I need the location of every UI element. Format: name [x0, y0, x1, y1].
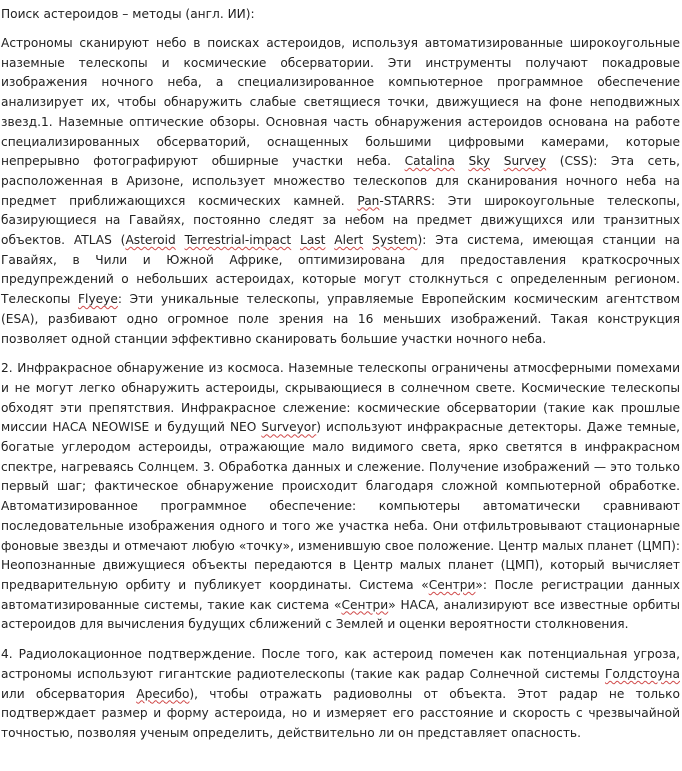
spellcheck-flagged-word: Survey [503, 154, 547, 169]
paragraph-text-run [176, 233, 185, 247]
paragraph-text-run: 2. Инфракрасное обнаружение из космоса. Наземные телескопы ограничены атмосферными помехами и не могут легко обнаружить астероиды, скрывающиеся в солнечном свете. Космические телескопы обходят эти препятствия. Инфракрасное слежение: космические обсерватории (такие как прошлые миссии НАСА NEOWISE и будущий NEO [1, 361, 680, 435]
paragraph-text-run [455, 154, 469, 168]
paragraph-text-run [363, 233, 372, 247]
spellcheck-flagged-word: Terrestrial-impact [184, 233, 292, 248]
paragraph-text-run: ): Эта система, имеющая станции на Гавайях, в Чили и Южной Африке, оптимизирована для предоставления краткосрочных предупреждений о небольших астероидах, которые могут столкнуться с определенным регионом. Телескопы [1, 233, 681, 307]
paragraph-text-run: ) используют инфракрасные детекторы. Даже темные, богатые углеродом астероиды, отражающие мало видимого света, ярко светятся в инфракрасном спектре, нагреваясь Солнцем. 3. Обработка данных и слежение. Получение изображений — это только первый шаг; фактическое обнаружение происходит благодаря сложной компьютерной обработке. Автоматизированное программное обеспечение: компьютеры автоматически сравнивают последовательные изображения одного и того же участка неба. Они отфильтровывают стационарные фоновые звезды и отмечают любую «точку», изменившую свое положение. Центр малых планет (ЦМП): Неопознанные движущиеся объекты передаются в Центр малых планет (ЦМП), который вычисляет предварительную орбиту и публикует координаты. Система « [1, 420, 680, 592]
paragraph-text-run: 4. Радиолокационное подтверждение. После того, как астероид помечен как потенциальная угроза, астрономы используют гигантские радиотелескопы (такие как радар Солнечной системы [1, 647, 680, 681]
body-paragraph [1, 359, 680, 635]
spellcheck-flagged-word: Catalina [404, 154, 455, 169]
spellcheck-flagged-word: Flyeye [78, 292, 118, 307]
document-body [1, 34, 680, 744]
document-heading: Поиск астероидов – методы (англ. ИИ): [1, 7, 255, 21]
spellcheck-flagged-word: Alert [334, 233, 364, 248]
spellcheck-flagged-word: Asteroid [125, 233, 176, 248]
spellcheck-flagged-word: Pan [357, 193, 380, 208]
paragraph-text-run: ), чтобы отражать радиоволны от объекта. Этот радар не только подтверждает размер и форму астероида, но и измеряет его расстояние и скорость с чрезвычайной точностью, позволяя ученым определить, действительно ли он представляет опасность. [1, 686, 680, 740]
paragraph-text-run: » НАСА, анализируют все известные орбиты астероидов для вычисления будущих сближений с Землей и оценки вероятности столкновения. [1, 597, 680, 632]
spellcheck-flagged-word: Сентри [428, 577, 476, 592]
spellcheck-flagged-word: System [372, 233, 418, 248]
paragraph-text-run [490, 154, 504, 168]
spellcheck-flagged-word: Surveyor [261, 420, 317, 435]
body-paragraph [1, 34, 680, 349]
paragraph-text-run: Астрономы сканируют небо в поисках астероидов, используя автоматизированные широкоугольные наземные телескопы и космические обсерватории. Эти инструменты получают покадровые изображения ночного неба, а специализированное компьютерное программное обеспечение анализирует их, чтобы обнаружить слабые светящиеся точки, движущиеся на фоне неподвижных звезд.1. Наземные оптические обзоры. Основная часть обнаружения астероидов основана на работе специализированных обсерваторий, оснащенных большими цифровыми камерами, которые непрерывно фотографируют обширные участки неба. [1, 36, 680, 169]
paragraph-text-run [291, 233, 300, 247]
paragraph-text-run: -STARRS: Эти широкоугольные телескопы, базирующиеся на Гавайях, постоянно следят за небом на предмет движущихся или транзитных объектов. ATLAS ( [1, 193, 680, 248]
spellcheck-flagged-word: Last [300, 233, 326, 248]
spellcheck-flagged-word: Голдстоуна [604, 666, 680, 681]
paragraph-text-run: »: После регистрации данных автоматизированные системы, такие как система « [1, 577, 680, 612]
body-paragraph [1, 645, 680, 744]
spellcheck-flagged-word: Sky [468, 154, 491, 169]
spellcheck-flagged-word: Аресибо [136, 686, 190, 701]
spellcheck-flagged-word: Сентри [341, 597, 389, 612]
paragraph-text-run: или обсерватория [1, 686, 137, 701]
paragraph-text-run: : Эти уникальные телескопы, управляемые Европейским космическим агентством (ESA), разбивают одно огромное поле зрения на 16 меньших изображений. Такая конструкция позволяет одной станции эффективно сканировать большие участки ночного неба. [1, 292, 680, 346]
paragraph-text-run [325, 233, 334, 247]
paragraph-text-run: (CSS): Эта сеть, расположенная в Аризоне, использует множество телескопов для сканирования ночного неба на предмет приближающихся космических камней. [1, 154, 681, 208]
